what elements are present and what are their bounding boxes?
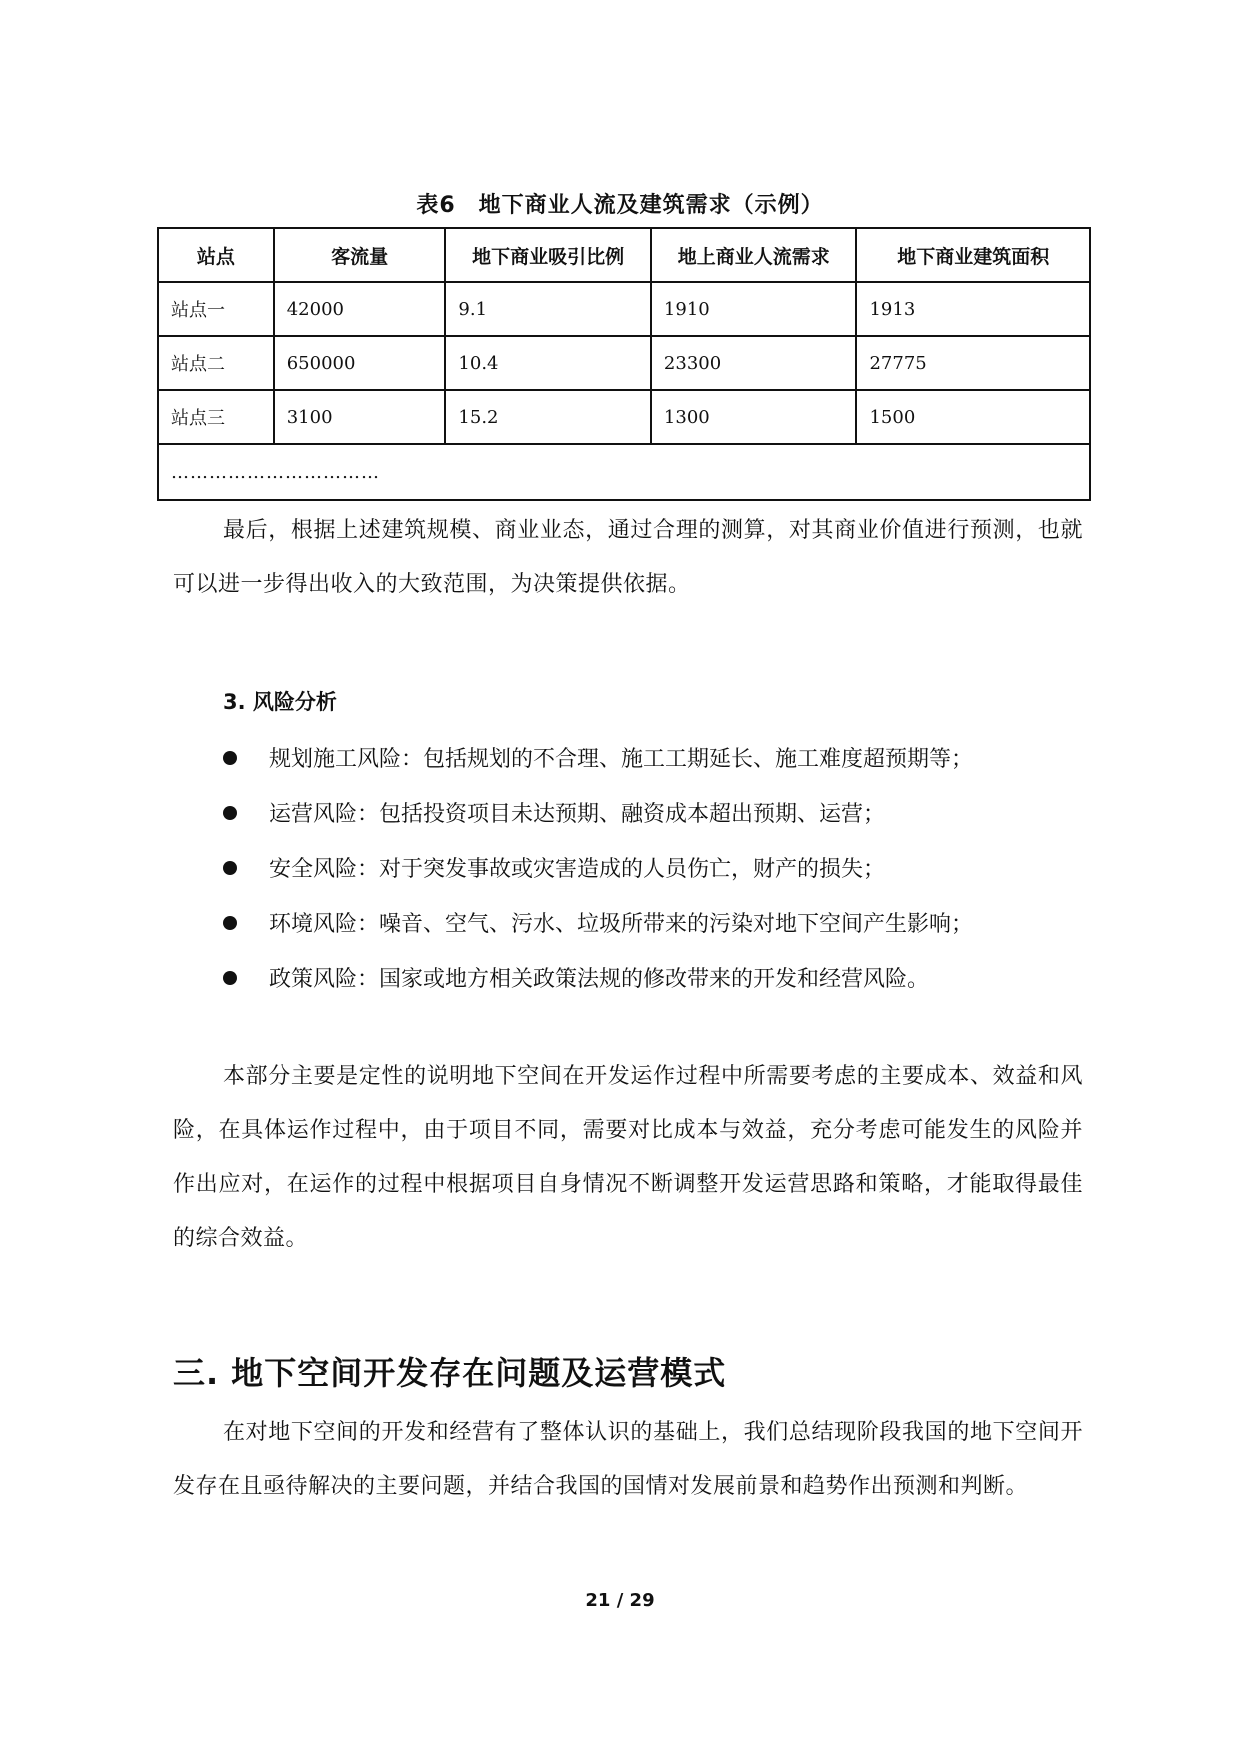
- table-row: [158, 390, 1090, 444]
- paragraph-summary: 本部分主要是定性的说明地下空间在开发运作过程中所需要考虑的主要成本、效益和风险，在具体运作过程中，由于项目不同，需要对比成本与效益，充分考虑可能发生的风险并作出应对，在运作的过程中根据项目自身情况不断调整开发运营思路和策略，才能取得最佳的综合效益。: [173, 1064, 1083, 1251]
- table-cell: 1500: [856, 390, 1090, 444]
- list-item: [223, 895, 1103, 950]
- table-cell: 23300: [651, 336, 857, 390]
- risk-item-text: 安全风险：对于突发事故或灾害造成的人员伤亡，财产的损失；: [269, 857, 886, 882]
- paragraph-intro: 在对地下空间的开发和经营有了整体认识的基础上，我们总结现阶段我国的地下空间开发存在且亟待解决的主要问题，并结合我国的国情对发展前景和趋势作出预测和判断。: [173, 1420, 1083, 1499]
- bullet-icon: [223, 751, 237, 765]
- table-cell: 1910: [651, 282, 857, 336]
- header-passenger-flow: 客流量: [274, 228, 446, 282]
- risk-analysis-heading: 3. 风险分析: [223, 690, 337, 714]
- header-above-ground-demand: 地上商业人流需求: [651, 228, 857, 282]
- data-table: [157, 227, 1091, 501]
- table-header-row: [158, 228, 1090, 282]
- list-item: [223, 950, 1103, 1005]
- risk-item-text: 运营风险：包括投资项目未达预期、融资成本超出预期、运营；: [269, 802, 886, 827]
- table-ellipsis-row: [158, 444, 1090, 500]
- bullet-icon: [223, 861, 237, 875]
- table-cell: 1300: [651, 390, 857, 444]
- risk-item-text: 环境风险：噪音、空气、污水、垃圾所带来的污染对地下空间产生影响；: [269, 912, 974, 937]
- header-attraction-ratio: 地下商业吸引比例: [445, 228, 651, 282]
- table-cell: 650000: [274, 336, 446, 390]
- table-cell: 1913: [856, 282, 1090, 336]
- table-cell: 站点二: [158, 336, 274, 390]
- table-cell: 15.2: [445, 390, 651, 444]
- section-heading: 三. 地下空间开发存在问题及运营模式: [173, 1354, 727, 1392]
- table-row: [158, 282, 1090, 336]
- risk-item-text: 规划施工风险：包括规划的不合理、施工工期延长、施工难度超预期等；: [269, 747, 974, 772]
- list-item: [223, 785, 1103, 840]
- table-cell: 42000: [274, 282, 446, 336]
- table-cell: 站点三: [158, 390, 274, 444]
- paragraph-valuation: 最后，根据上述建筑规模、商业业态，通过合理的测算，对其商业价值进行预测，也就可以进一步得出收入的大致范围，为决策提供依据。: [173, 518, 1083, 597]
- bullet-icon: [223, 806, 237, 820]
- table-cell: 27775: [856, 336, 1090, 390]
- bullet-icon: [223, 916, 237, 930]
- risk-list: [223, 730, 1103, 1005]
- table-cell: 3100: [274, 390, 446, 444]
- bullet-icon: [223, 971, 237, 985]
- risk-item-text: 政策风险：国家或地方相关政策法规的修改带来的开发和经营风险。: [269, 967, 930, 992]
- table-cell: 站点一: [158, 282, 274, 336]
- page-number: 21 / 29: [585, 1590, 655, 1611]
- table-cell: 10.4: [445, 336, 651, 390]
- header-station: 站点: [158, 228, 274, 282]
- table-caption: 表6 地下商业人流及建筑需求（示例）: [416, 193, 824, 218]
- list-item: [223, 840, 1103, 895]
- list-item: [223, 730, 1103, 785]
- table-ellipsis: ……………………………: [158, 444, 1090, 500]
- table-cell: 9.1: [445, 282, 651, 336]
- header-underground-area: 地下商业建筑面积: [856, 228, 1090, 282]
- table-row: [158, 336, 1090, 390]
